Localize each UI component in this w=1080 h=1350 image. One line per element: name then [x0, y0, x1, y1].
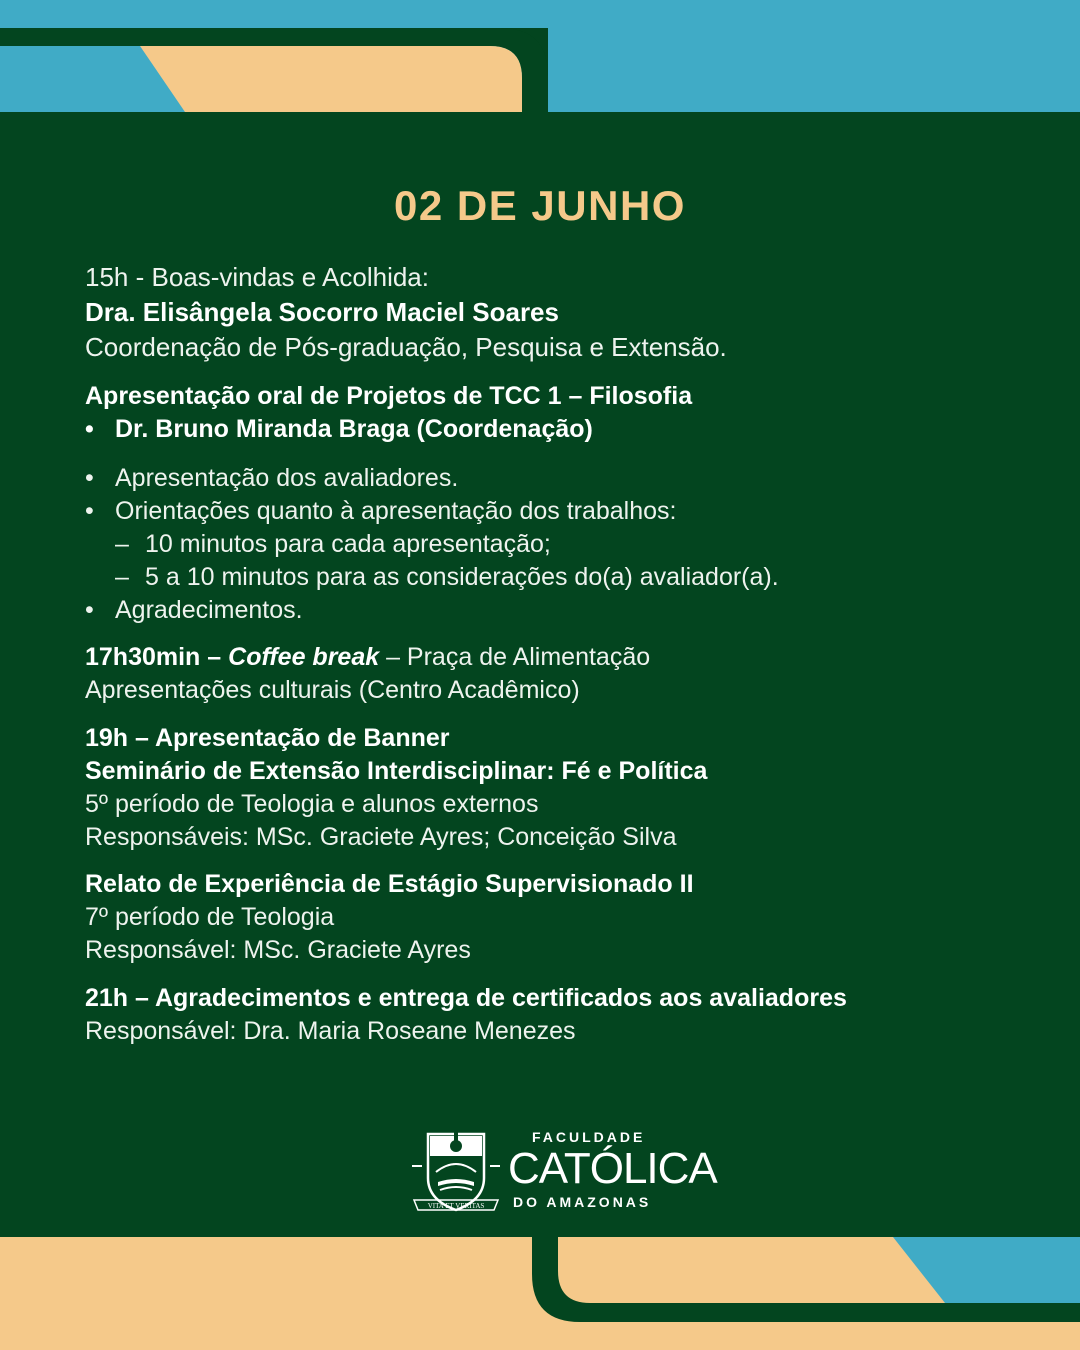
dash-icon: –	[115, 530, 129, 558]
coffee-time: 17h30min –	[85, 643, 229, 671]
banner-title: 19h – Apresentação de Banner	[85, 724, 450, 752]
sub-list-item	[85, 528, 1025, 561]
sub-list-item-text: 10 minutos para cada apresentação;	[145, 530, 551, 558]
bullet-icon: •	[85, 497, 94, 525]
internship-block	[85, 868, 1025, 967]
tcc-block	[85, 380, 1025, 446]
bullet-icon: •	[85, 464, 94, 492]
list-item-text: Agradecimentos.	[115, 596, 303, 624]
coffee-block	[85, 641, 1025, 707]
crest-icon	[410, 1126, 502, 1218]
banner-seminar: Seminário de Extensão Interdisciplinar: Fé e Política	[85, 757, 708, 785]
list-item-text: Apresentação dos avaliadores.	[115, 464, 459, 492]
tcc-heading: Apresentação oral de Projetos de TCC 1 – Filosofia	[85, 382, 693, 410]
faculty-logo	[410, 1124, 717, 1219]
internship-title: Relato de Experiência de Estágio Supervisionado II	[85, 870, 694, 898]
bullet-icon: •	[85, 415, 94, 443]
sub-list-item	[85, 561, 1025, 594]
list-item	[85, 462, 1025, 495]
coffee-name: Coffee break	[228, 643, 380, 671]
banner-audience: 5º período de Teologia e alunos externos	[85, 790, 539, 818]
closing-title: 21h – Agradecimentos e entrega de certificados aos avaliadores	[85, 984, 847, 1012]
tcc-coordinator-text: Dr. Bruno Miranda Braga (Coordenação)	[115, 415, 593, 443]
closing-responsible: Responsável: Dra. Maria Roseane Menezes	[85, 1017, 576, 1045]
list-item	[85, 594, 1025, 627]
coffee-note: Apresentações culturais (Centro Acadêmico)	[85, 676, 580, 704]
welcome-block	[85, 260, 1025, 365]
sub-list-item-text: 5 a 10 minutos para as considerações do(a) avaliador(a).	[145, 563, 779, 591]
logo-line1: FACULDADE	[532, 1129, 646, 1145]
dash-icon: –	[115, 563, 129, 591]
tcc-coordinator	[85, 413, 1025, 446]
banner-block	[85, 722, 1025, 854]
list-item	[85, 495, 1025, 528]
crest-motto: VITA ET VERITAS	[427, 1202, 485, 1210]
banner-responsible: Responsáveis: MSc. Graciete Ayres; Conceição Silva	[85, 823, 677, 851]
bullet-icon: •	[85, 596, 94, 624]
coffee-place: – Praça de Alimentação	[379, 643, 651, 671]
welcome-speaker: Dra. Elisângela Socorro Maciel Soares	[85, 297, 559, 327]
welcome-role: Coordenação de Pós-graduação, Pesquisa e Extensão.	[85, 332, 727, 362]
logo-line3: DO AMAZONAS	[513, 1194, 652, 1210]
logo-line2: CATÓLICA	[508, 1144, 717, 1193]
tcc-list	[85, 462, 1025, 627]
top-peach-shape	[140, 46, 522, 112]
list-item-text: Orientações quanto à apresentação dos trabalhos:	[115, 497, 677, 525]
internship-audience: 7º período de Teologia	[85, 903, 335, 931]
welcome-time: 15h - Boas-vindas e Acolhida:	[85, 262, 429, 292]
coffee-line	[85, 641, 1025, 674]
closing-block	[85, 982, 1025, 1048]
page-title: 02 DE JUNHO	[394, 182, 686, 229]
internship-responsible: Responsável: MSc. Graciete Ayres	[85, 936, 471, 964]
